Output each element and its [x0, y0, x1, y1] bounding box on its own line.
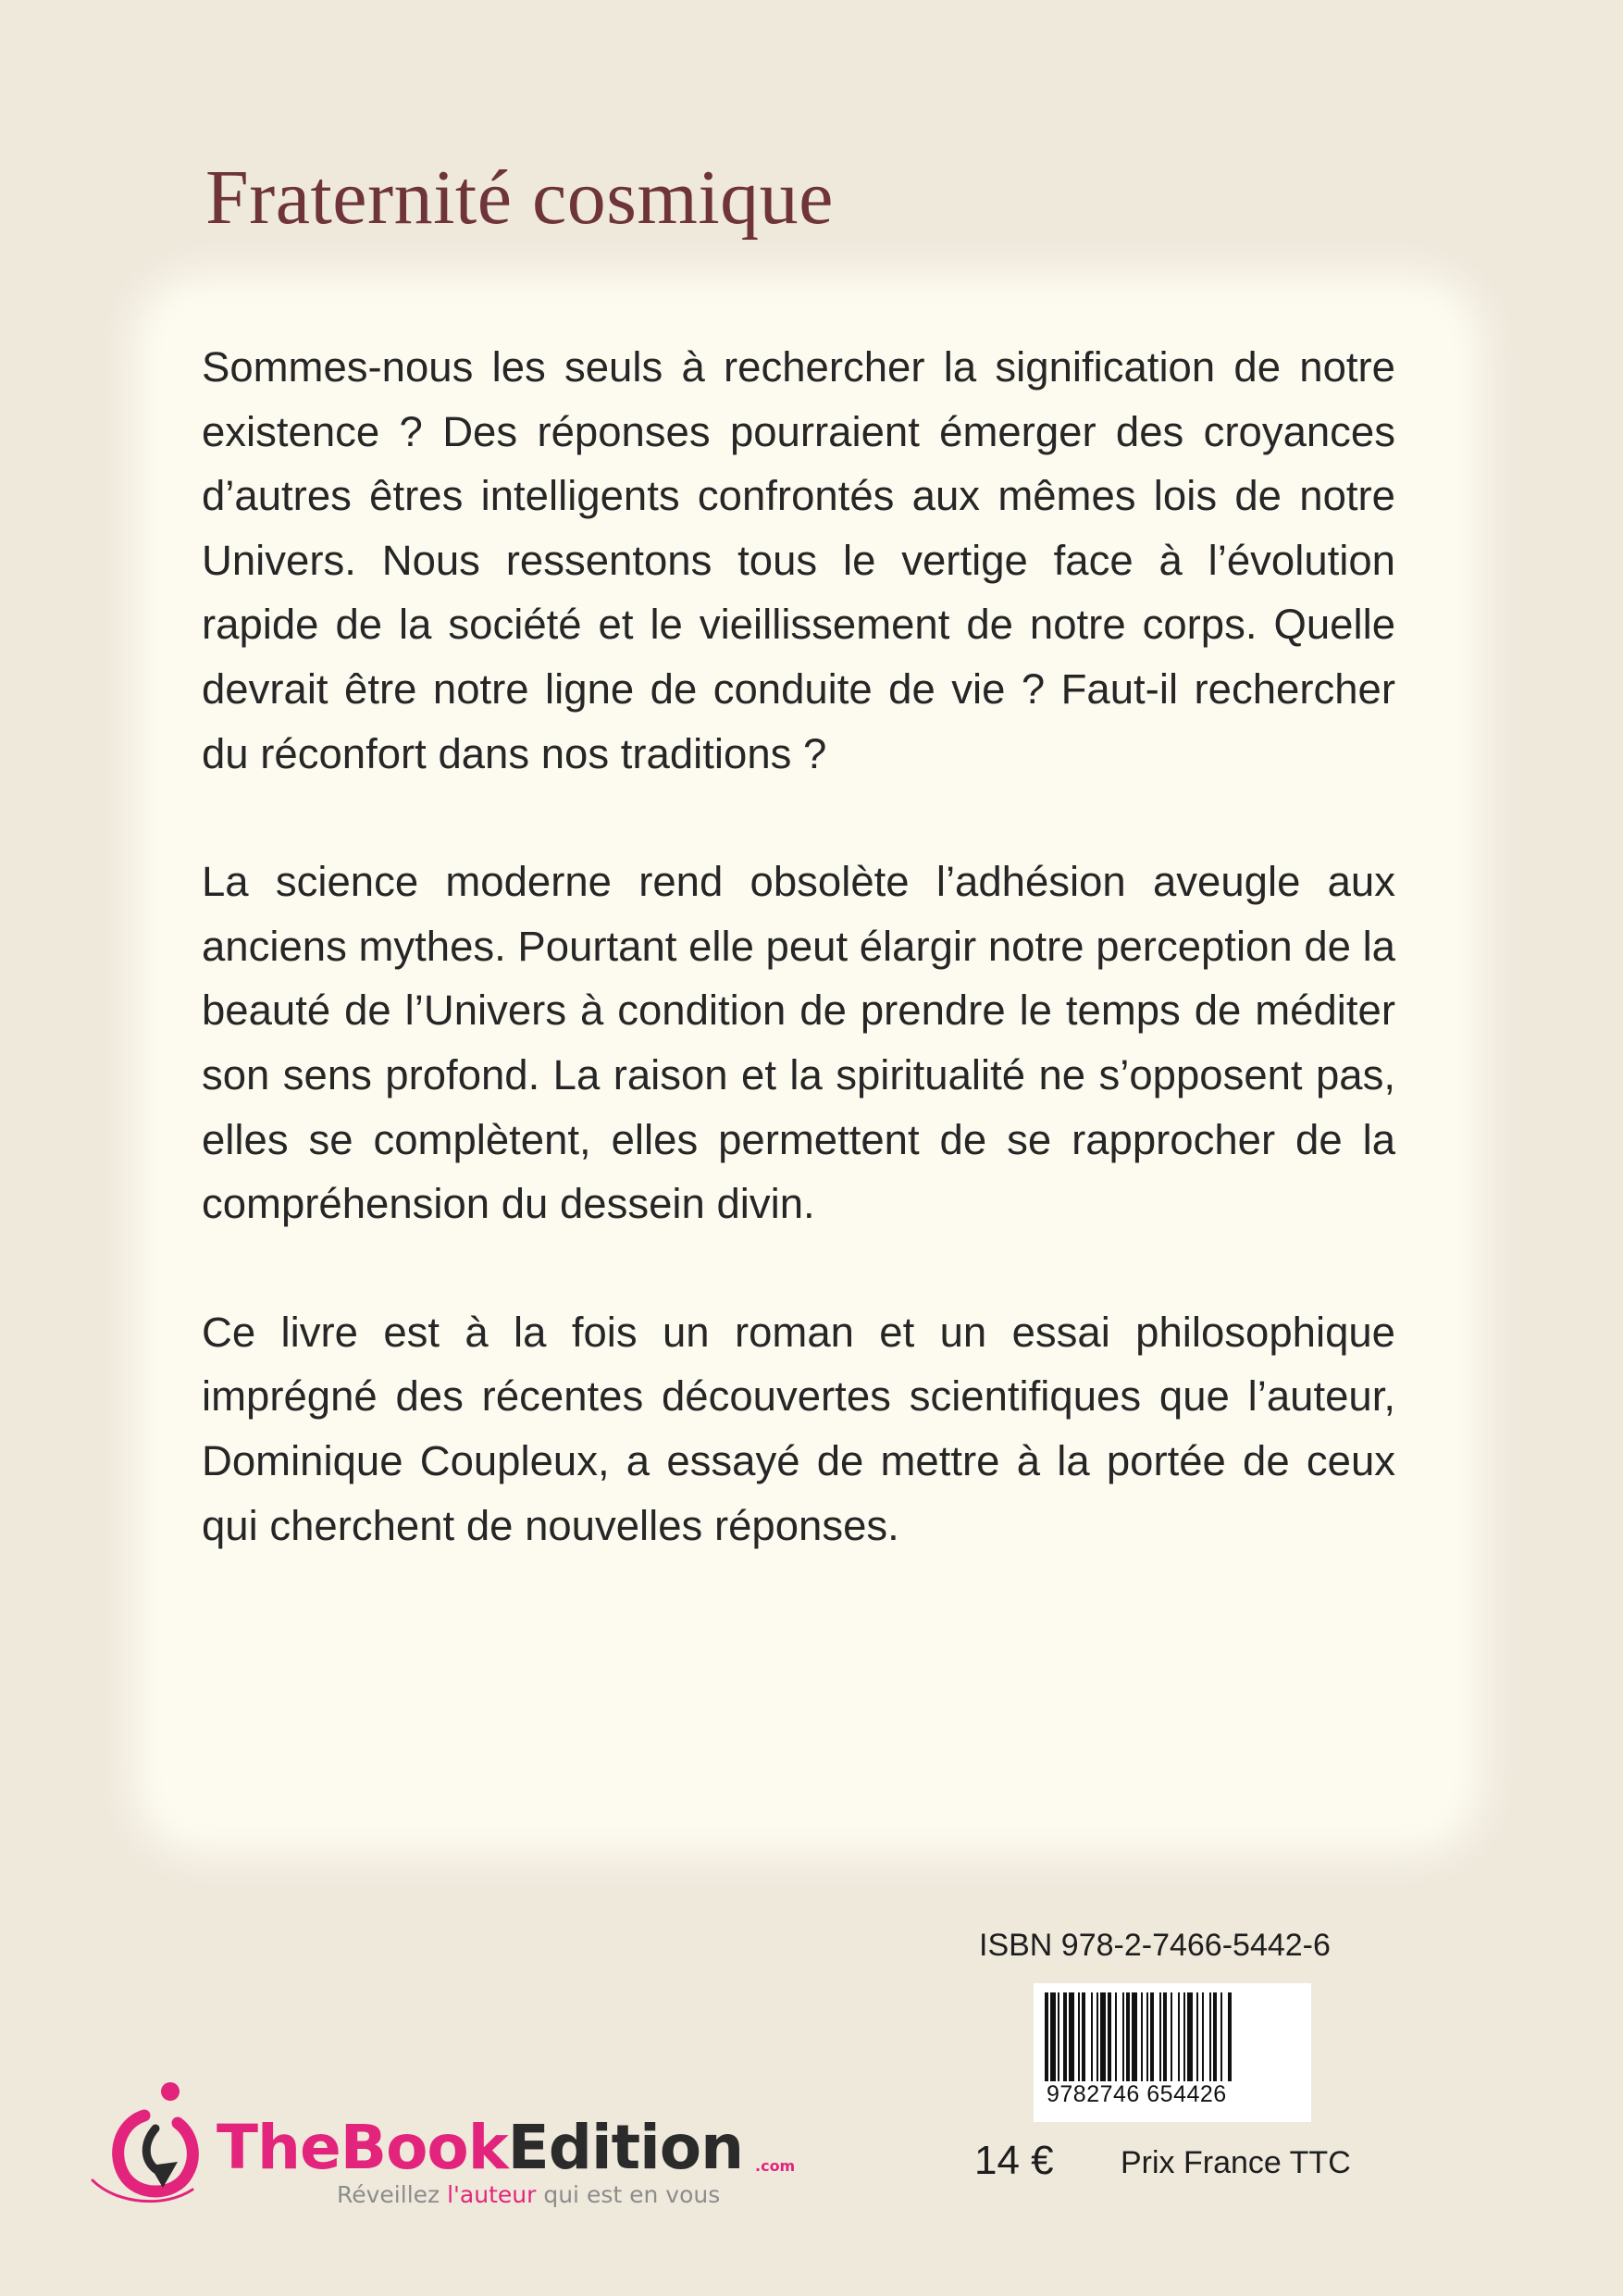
- publisher-logo: [89, 2073, 829, 2221]
- blurb-paragraph-2: La science moderne rend obsolète l’adhésion aveugle aux anciens mythes. Pourtant elle peut élargir notre perception de la beauté de l’Univers à condition de prendre le temps de méditer son sens profond. La raison et la spiritualité ne s’opposent pas, elles se complètent, elles permettent de se rapprocher de la compréhension du dessein divin.: [202, 858, 1395, 1228]
- book-title: Fraternité cosmique: [205, 155, 834, 241]
- barcode-bar: [1082, 1992, 1085, 2081]
- barcode-bar: [1063, 1992, 1067, 2081]
- barcode-bar: [1202, 1992, 1204, 2081]
- barcode-bar: [1115, 1992, 1117, 2081]
- barcode-bar: [1069, 1992, 1074, 2081]
- barcode-bar: [1122, 1992, 1124, 2081]
- publisher-tagline: Réveillez l'auteur qui est en vous: [337, 2181, 721, 2208]
- barcode-bar: [1132, 1992, 1137, 2081]
- barcode-bar: [1141, 1992, 1143, 2081]
- publisher-logo-icon: [89, 2073, 209, 2212]
- barcode-bar: [1171, 1992, 1172, 2081]
- barcode-bar: [1150, 1992, 1154, 2081]
- barcode-bar: [1108, 1992, 1111, 2081]
- barcode-bar: [1228, 1992, 1232, 2081]
- barcode-bar: [1126, 1992, 1130, 2081]
- isbn-label: ISBN 978-2-7466-5442-6: [979, 1928, 1331, 1963]
- barcode-bar: [1050, 1992, 1056, 2081]
- barcode-bar: [1078, 1992, 1080, 2081]
- barcode-bar: [1159, 1992, 1161, 2081]
- publisher-domain: .com: [755, 2157, 796, 2175]
- barcode-bar: [1196, 1992, 1198, 2081]
- barcode-bar: [1187, 1992, 1193, 2081]
- blurb-paragraph-3: Ce livre est à la fois un roman et un essai philosophique imprégné des récentes découvertes scientifiques que l’auteur, Dominique Coupleux, a essayé de mettre à la portée de ceux qui cherchent de nouvelles réponses.: [202, 1308, 1395, 1549]
- isbn-barcode: [1034, 1983, 1311, 2122]
- blurb-paragraph-1: Sommes-nous les seuls à rechercher la signification de notre existence ? Des réponses pourraient émerger des croyances d’autres êtres intelligents confrontés aux mêmes lois de notre Univers. Nous ressentons tous le vertige face à l’évolution rapide de la société et le vieillissement de notre corps. Quelle devrait être notre ligne de conduite de vie ? Faut-il rechercher du réconfort dans nos traditions ?: [202, 343, 1395, 777]
- barcode-bar: [1096, 1992, 1098, 2081]
- barcode-bar: [1045, 1992, 1048, 2081]
- barcode-bar: [1213, 1992, 1217, 2081]
- barcode-bar: [1058, 1992, 1059, 2081]
- barcode-bar: [1146, 1992, 1148, 2081]
- barcode-bar: [1178, 1992, 1180, 2081]
- back-cover-blurb: [202, 335, 1395, 1621]
- barcode-bar: [1183, 1992, 1185, 2081]
- publisher-wordmark: TheBookEdition: [217, 2112, 744, 2183]
- price-note: Prix France TTC: [1121, 2145, 1351, 2180]
- barcode-bar: [1163, 1992, 1167, 2081]
- barcode-digits: 9782746 654426: [1047, 2081, 1298, 2108]
- barcode-bar: [1091, 1992, 1093, 2081]
- barcode-bars: [1041, 1992, 1304, 2081]
- barcode-bar: [1100, 1992, 1106, 2081]
- barcode-bar: [1220, 1992, 1222, 2081]
- price: 14 €: [974, 2138, 1054, 2183]
- barcode-bar: [1209, 1992, 1211, 2081]
